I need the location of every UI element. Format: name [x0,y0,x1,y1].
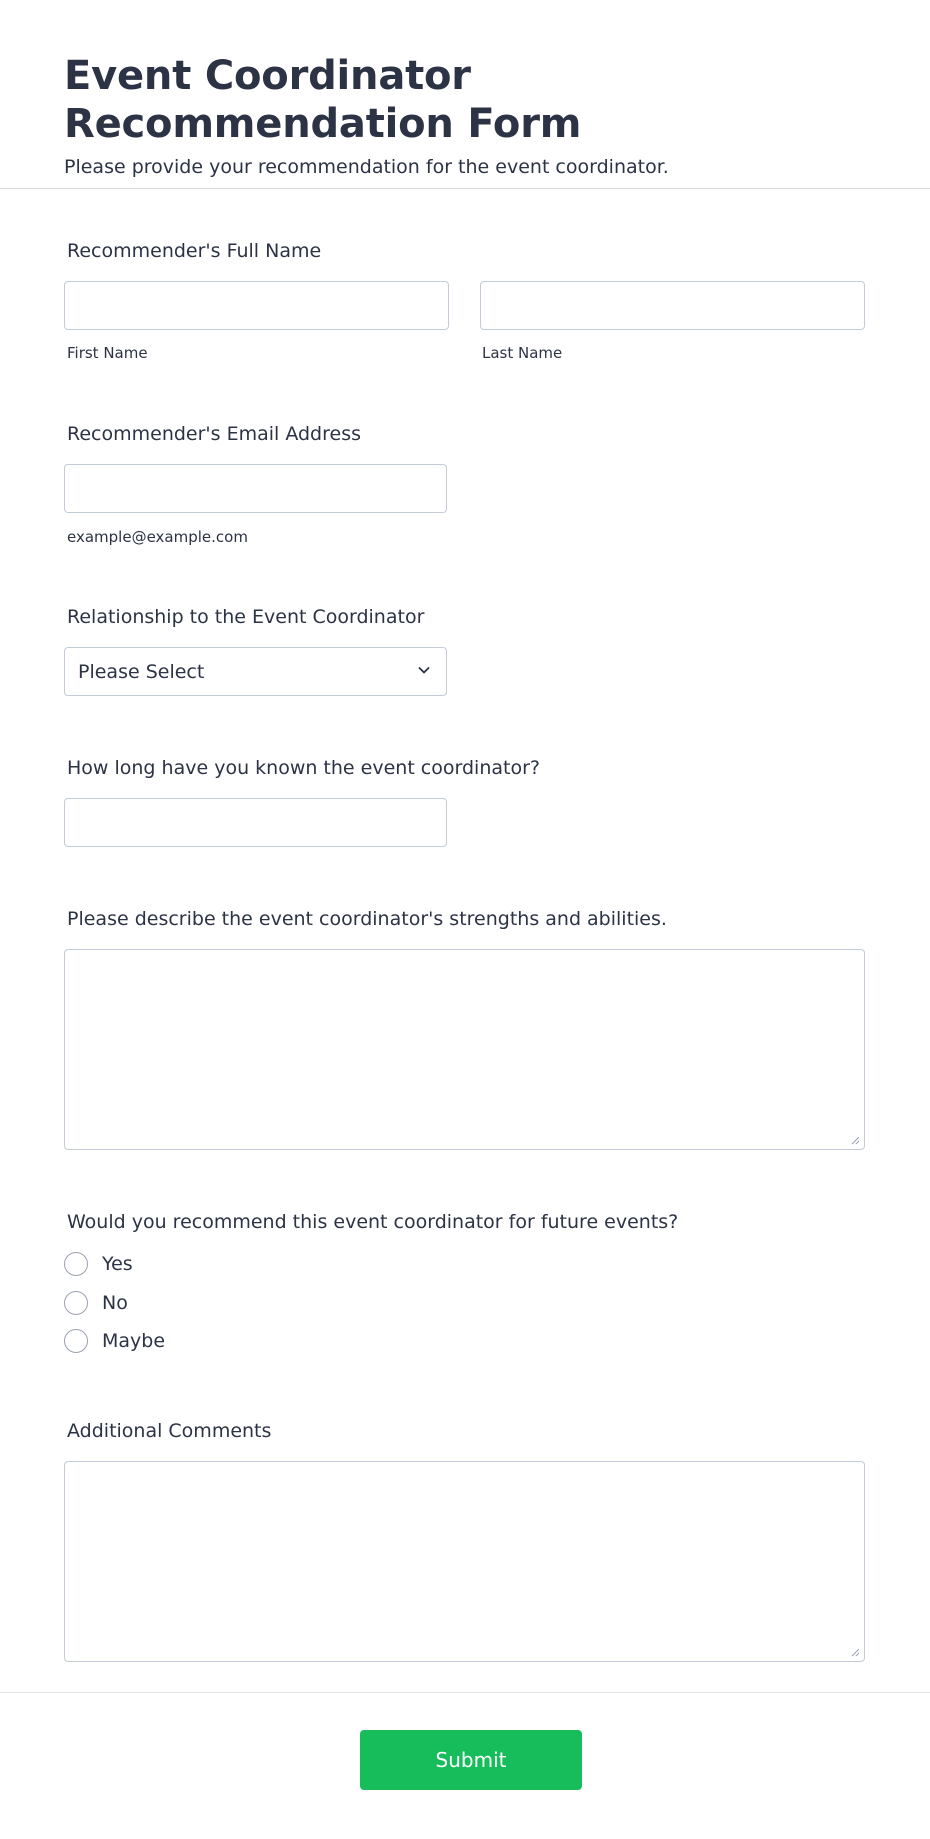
submit-button[interactable]: Submit [360,1730,582,1790]
email-sublabel: example@example.com [67,528,248,546]
recommend-label: Would you recommend this event coordinator for future events? [67,1211,679,1233]
footer-divider [0,1692,930,1693]
radio-button[interactable] [64,1252,88,1276]
form-subtitle: Please provide your recommendation for the event coordinator. [64,156,669,178]
last-name-sublabel: Last Name [482,344,563,362]
chevron-down-icon [416,662,432,678]
email-input[interactable] [64,464,447,513]
relationship-selected-value: Please Select [78,661,205,683]
resize-grip-icon[interactable] [850,1647,860,1657]
relationship-select[interactable] [64,647,447,696]
first-name-input[interactable] [64,281,449,330]
radio-label: Maybe [102,1330,166,1352]
radio-label: No [102,1292,128,1314]
resize-grip-icon[interactable] [850,1135,860,1145]
comments-textarea[interactable] [64,1461,865,1662]
last-name-input[interactable] [480,281,865,330]
form-header [0,0,930,189]
relationship-label: Relationship to the Event Coordinator [67,606,425,628]
duration-label: How long have you known the event coordinator? [67,757,540,779]
comments-label: Additional Comments [67,1420,272,1442]
full-name-label: Recommender's Full Name [67,240,322,262]
email-label: Recommender's Email Address [67,423,361,445]
strengths-textarea[interactable] [64,949,865,1150]
radio-button[interactable] [64,1329,88,1353]
radio-button[interactable] [64,1291,88,1315]
first-name-sublabel: First Name [67,344,148,362]
radio-label: Yes [102,1253,133,1275]
strengths-label: Please describe the event coordinator's strengths and abilities. [67,908,667,930]
duration-input[interactable] [64,798,447,847]
form-title: Event Coordinator Recommendation Form [64,53,582,147]
